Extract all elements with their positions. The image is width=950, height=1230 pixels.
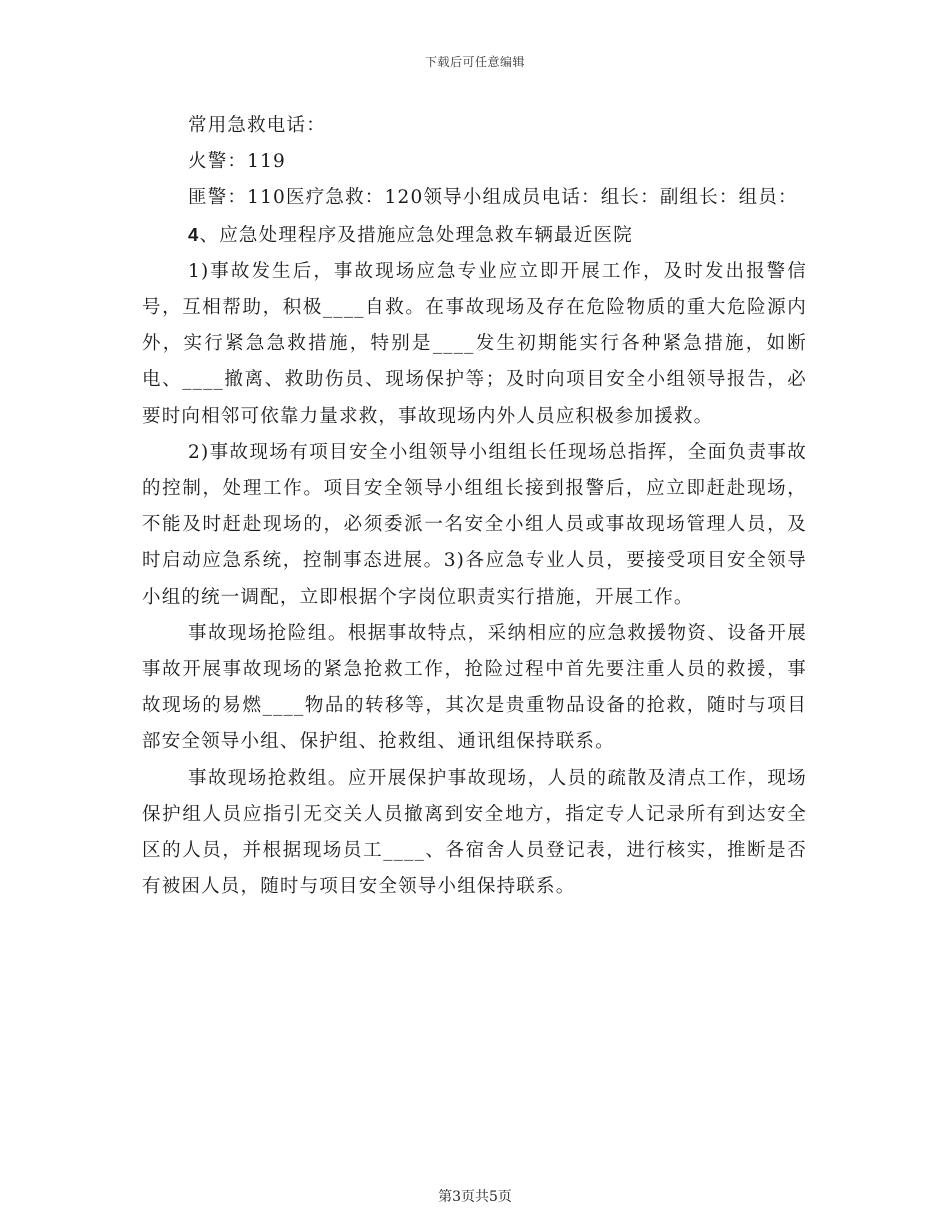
- paragraph-step-2-3: 2)事故现场有项目安全小组领导小组组长任现场总指挥，全面负责事故的控制，处理工作。项目安全领导小组组长接到报警后，应立即赶赴现场，不能及时赶赴现场的，必须委派一名安全小组人员或事故现场管理人员，及时启动应急系统，控制事态进展。3)各应急专业人员，要接受项目安全领导小组的统一调配，立即根据个字岗位职责实行措施，开展工作。: [142, 441, 807, 608]
- page-footer: 第3页共5页: [438, 1189, 512, 1205]
- document-body: [142, 108, 807, 905]
- section-heading-text: 、应急处理程序及措施应急处理急救车辆最近医院: [199, 224, 633, 246]
- paragraph-step-1: 1)事故发生后，事故现场应急专业应立即开展工作，及时发出报警信号，互相帮助，积极____自救。在事故现场及存在危险物质的重大危险源内外，实行紧急急救措施，特别是____发生初期能实行各种紧急措施，如断电、____撤离、救助伤员、现场保护等；及时向项目安全小组领导报告，必要时向相邻可依靠力量求救，事故现场内外人员应积极参加援救。: [142, 260, 807, 427]
- paragraph-police-medical-contacts: 匪警：110医疗急救：120领导小组成员电话：组长：副组长：组员：: [188, 187, 798, 209]
- page-header: 下载后可任意编辑: [424, 55, 525, 69]
- paragraph-emergency-phones-title: 常用急救电话：: [188, 115, 326, 136]
- paragraph-fire-number: 火警：119: [188, 151, 287, 173]
- paragraph-protection-team: 事故现场抢救组。应开展保护事故现场，人员的疏散及清点工作，现场保护组人员应指引无交关人员撤离到安全地方，指定专人记录所有到达安全区的人员，并根据现场员工____、各宿舍人员登记表，进行核实，推断是否有被困人员，随时与项目安全领导小组保持联系。: [142, 767, 807, 898]
- section-heading-4: [142, 217, 807, 254]
- section-number: 4: [188, 223, 200, 245]
- paragraph-rescue-team: 事故现场抢险组。根据事故特点，采纳相应的应急救援物资、设备开展事故开展事故现场的紧急抢救工作，抢险过程中首先要注重人员的救援，事故现场的易燃____物品的转移等，其次是贵重物品设备的抢救，随时与项目部安全领导小组、保护组、抢救组、通讯组保持联系。: [142, 622, 807, 753]
